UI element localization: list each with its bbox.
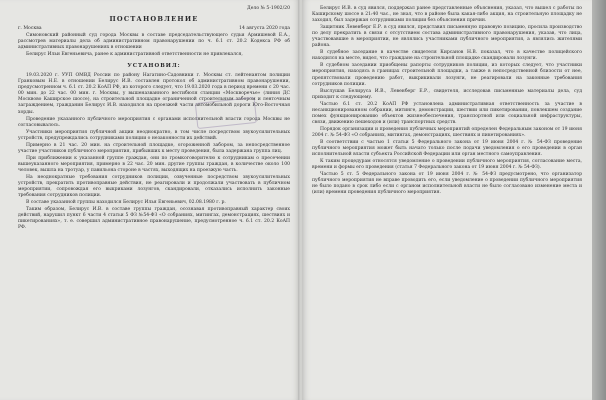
case-number: Дело № 5-1902/20 xyxy=(247,6,290,11)
document-title: ПОСТАНОВЛЕНИЕ xyxy=(109,15,199,23)
body-paragraph: Примерно в 21 час. 20 мин. на строительной площадке, огороженной забором, за непосредственное участие участников публичного мероприятия, прибывших к месту проведения, была задержана группа лиц. xyxy=(18,142,290,154)
body-paragraph: Выслушав Белируса И.В., Левенберг Е.Р., свидетеля, исследовав письменные материалы дела, суд приходит к следующему. xyxy=(312,88,582,100)
intro-paragraph: Симоновский районный суд города Москвы в составе председательствующего судьи Армишевой Е.А., рассмотрев материалы дела об административном правонарушении по ч. 6.1 ст. 20.2 Кодекса РФ об административных правонарушениях в отношении xyxy=(18,33,290,51)
right-page xyxy=(302,0,592,400)
body-paragraph: Проведение указанного публичного мероприятия с органами исполнительной власти города Москвы не согласовывалось. xyxy=(18,116,290,128)
body-paragraph: В составе указанной группы находился Белирус Илья Евгеньевич, 02.08.1980 г. р. xyxy=(26,200,226,206)
body-paragraph: 19.03.2020 г. УУП ОМВД России по району Нагатино-Садовники г. Москвы ст. лейтенантом полиции Гранковым Н.Е. в отношении Белирус И.В. составлен протокол об административном правонарушении, предусмотренном ч. 6.1 ст. 20.2 КоАП РФ, из которого следует, что 19.03.2020 года в период времени с 20 час. 00 мин. до 22 час. 00 мин. г. Москвы, у вышеназванного вестибюля станции «Москворечье» (линия ДС Москвово Каширское шоссе), на строительной площадке ограниченной строительным забором и ленточным заграждением, гражданин Белирус И.В. находился на проезжей части автомобильной дороги Юго-Восточная хорды. xyxy=(18,73,290,115)
body-paragraph: Белирус И.В. в суд явился, поддержал ранее представленные объяснения, указал, что вышел с работы по Каширскому шоссе в 21:40 час., не знал, что в районе была какая-либо акция, на строительную площадку не заходил, был задержан сотрудниками полиции без объяснения причин. xyxy=(312,6,582,24)
place-date-row xyxy=(18,26,290,31)
body-paragraph: Частью 5 ст. 5 Федерального закона от 19 июня 2004 г. № 54-ФЗ предусмотрено, что организатор публичного мероприятия не вправе проводить его, если уведомление о проведении публичного мероприятия не было подано в срок либо если с органом исполнительной власти не было согласовано изменение места и (или) времени проведения публичного мероприятия. xyxy=(312,172,582,196)
body-paragraph: Участники мероприятия публичной акции неоднократно, в том числе посредством звукоусилительных устройств, предупреждались сотрудниками полиции о незаконности их действий. xyxy=(18,129,290,141)
section-heading: УСТАНОВИЛ: xyxy=(127,63,181,70)
body-paragraph: В соответствии с частью 1 статьи 5 Федерального закона от 19 июня 2004 г. № 54-ФЗ проведение публичного мероприятия может быть начато только после подачи уведомления о его проведении в орган исполнительной власти субъекта Российской Федерации или орган местного самоуправления. xyxy=(312,139,582,158)
body-paragraph: При приближении к указанной группе граждан, они по громкоговорителю к сотрудникам о пресечении вышеуказанного мероприятия, примерно в 22 час. 20 мин. другие группы граждан, в количестве около 100 человек, вышла на тротуар, у павильона стороне в частях, выходящих на проезжую часть. xyxy=(18,155,290,173)
body-paragraph: Частью 6.1 ст. 20.2 КоАП РФ установлена административная ответственность за участие в несанкционированном собрании, митинге, демонстрации, шествии или пикетировании, повлекшем создание помех функционированию объектов жизнеобеспечения, транспортной или социальной инфраструктуры, связи, движению пешеходов и (или) транспортных средств. xyxy=(312,101,582,125)
left-page xyxy=(0,0,300,400)
body-paragraph: В судебное заседание в качестве свидетеля Кирсанов Н.В. показал, что в качестве полицейского находился на месте, видел, что граждане на строительной площадке скандировали лозунги. xyxy=(312,50,582,62)
city: г. Москва xyxy=(18,26,42,31)
desk-edge xyxy=(592,0,606,400)
date: 14 августа 2020 года xyxy=(239,26,290,31)
body-paragraph: На неоднократные требования сотрудников полиции, озвученные посредством звукоусилительных устройств, прекратить противоправные действия, не реагировали и продолжали участвовать в публичном мероприятии, сопровождая его выкриками лозунгов, скандировали, отказались исполнить законные требования сотрудников полиции. xyxy=(18,174,290,199)
body-paragraph: Защитник Левенберг Е.Р. в суд явился, представил письменную правовую позицию, просила производство по делу прекратить в связи с отсутствием состава административного правонарушения, указав, что лица, участвовавшие в мероприятии, не являлись участниками публичного мероприятия, а являлись жителями района. xyxy=(312,25,582,49)
right-page-content xyxy=(302,0,592,196)
body-paragraph: Таким образом, Белирус И.В. в составе группы граждан, осознавая противоправный характер своих действий, нарушил пункт 6 части 4 статьи 5 ФЗ №54-ФЗ «О собраниях, митингах, демонстрациях, шествиях и пикетированиях», т. е. совершил административное правонарушение, предусмотренное ч. 6.1 ст. 20.2 КоАП РФ. xyxy=(18,207,290,231)
body-paragraph: В судебном заседании приобщены рапорты сотрудников полиции, из которых следует, что участники мероприятия, находясь в границах строительной площадки, а также в непосредственной близости от нее, препятствовали проведению работ, выкрикивали лозунги, не реагировали на законные требования сотрудников полиции. xyxy=(312,63,582,87)
body-paragraph: Порядок организации и проведения публичных мероприятий определен Федеральным законом от 19 июня 2004 г. № 54-ФЗ «О собраниях, митингах, демонстрациях, шествиях и пикетированиях». xyxy=(312,126,582,138)
intro-paragraph: Белирус Ильи Евгеньевича, ранее к административной ответственности не привлекался, xyxy=(26,52,243,58)
body-paragraph: К таким процедурам относятся уведомление о проведении публичного мероприятия, согласование места, времени и формы его проведения (статья 7 Федерального закона от 19 июня 2004 г. № 54-ФЗ). xyxy=(312,159,582,171)
